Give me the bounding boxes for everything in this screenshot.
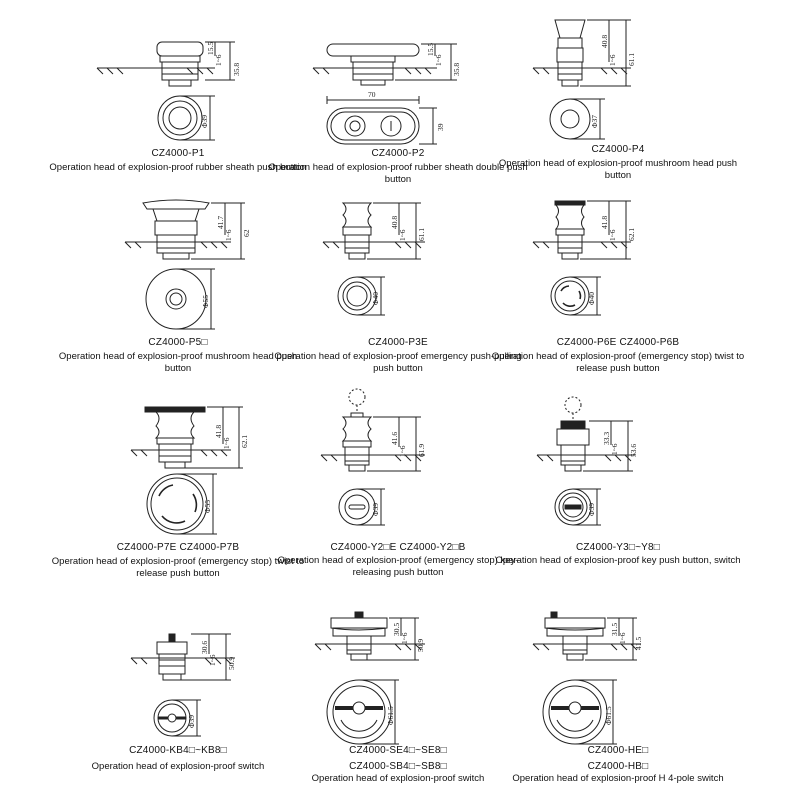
product-description: Operation head of explosion-proof mushroom head push button (498, 158, 738, 181)
dim-h3-p1: 35.8 (232, 62, 241, 76)
product-description: Operation head of explosion-proof key push button, switch (495, 555, 741, 566)
dim-h1-he: 31.5 (610, 622, 619, 636)
dim-h2-p6: 1~6 (608, 229, 617, 241)
product-code: CZ4000-SE4□~SE8□ (349, 745, 447, 756)
product-code: CZ4000-P4 (591, 144, 645, 155)
dim-h3-se: 50.9 (416, 638, 425, 652)
product-description: Operation head of explosion-proof mushroom head push button (58, 351, 298, 374)
product-code: CZ4000-P3E (368, 337, 428, 348)
dim-h2-y3: 1~6 (610, 443, 619, 455)
dim-dia-y3: Φ39 (587, 503, 596, 516)
product-code: CZ4000-P7E CZ4000-P7B (116, 542, 240, 553)
product-code: CZ4000-P5□ (148, 337, 208, 348)
dim-h2-p1: 1~6 (214, 54, 223, 66)
dim-h3-p4: 61.1 (627, 52, 636, 66)
dim-dia-p6: Φ40 (587, 292, 596, 305)
dim-h1-p6: 41.8 (600, 215, 609, 229)
dim-dia-p3e: Φ40 (371, 292, 380, 305)
dim-h3-y3: 53.6 (629, 443, 638, 457)
dim-h1-p2: 15.5 (426, 42, 435, 56)
dim-dia-se: Φ61.5 (386, 706, 395, 725)
dim-h2-he: 1~6 (618, 632, 627, 644)
product-description: Operation head of explosion-proof rubber sheath double push button (268, 162, 528, 185)
product-cell-y3 (485, 385, 751, 585)
dim-h1-y3: 33.3 (602, 431, 611, 445)
dim-dia-y2: Φ39 (371, 503, 380, 516)
product-cell-p4 (485, 10, 751, 210)
dim-h3-p7: 62.1 (240, 434, 249, 448)
product-description: Operation head of explosion-proof rubber sheath push button (49, 162, 307, 173)
dim-h1-se: 30.5 (392, 622, 401, 636)
dim-dia-p7: Φ55 (203, 500, 212, 513)
product-cell-he (485, 600, 751, 800)
dim-h1-p4: 40.8 (600, 34, 609, 48)
dim-d-p2: 39 (436, 123, 445, 131)
product-code: CZ4000-Y2□E CZ4000-Y2□B (330, 542, 466, 553)
dim-h2-kb: 1~6 (208, 654, 217, 666)
dim-dia-p4: Φ37 (590, 115, 599, 128)
dim-h3-y2: 61.9 (417, 443, 426, 457)
dim-h2-se: 1~6 (400, 632, 409, 644)
product-description: Operation head of explosion-proof (emergency stop) twist to release push button (51, 556, 305, 579)
dim-dia-p1: Φ39 (200, 115, 209, 128)
product-description: Operation head of explosion-proof (emergency stop) twist to release push button (491, 351, 745, 374)
dim-h2-p3e: 1~6 (398, 229, 407, 241)
dim-h3-he: 41.5 (634, 636, 643, 650)
product-description: Operation head of explosion-proof emergency push-pulling push button (274, 351, 522, 374)
product-description: Operation head of explosion-proof H 4-pole switch (512, 773, 724, 784)
dim-dia-p5: Φ55 (201, 295, 210, 308)
product-code: CZ4000-P2 (371, 148, 425, 159)
product-description: Operation head of explosion-proof (emergency stop) key-releasing push button (277, 555, 519, 578)
dim-h1-p3e: 40.8 (390, 215, 399, 229)
dim-w-p2: 70 (368, 90, 376, 99)
product-code: CZ4000-P6E CZ4000-P6B (556, 337, 680, 348)
dim-h3-p5: 62 (242, 229, 251, 237)
dim-h1-p1: 15.5 (206, 41, 215, 55)
dim-h3-kb: 50.9 (227, 656, 236, 670)
product-description: Operation head of explosion-proof switch (91, 761, 265, 772)
dim-h1-p5: 41.7 (216, 215, 225, 229)
product-code: CZ4000-SB4□~SB8□ (349, 761, 447, 772)
dim-h2-p4: 1~6 (608, 54, 617, 66)
dim-h2-p2: 1~6 (434, 54, 443, 66)
dim-h2-y2: 1~6 (398, 445, 407, 457)
dim-dia-kb: Φ39 (187, 715, 196, 728)
product-description: Operation head of explosion-proof switch (311, 773, 485, 784)
product-code: CZ4000-HE□ (587, 745, 649, 756)
dim-h1-y2: 41.6 (390, 431, 399, 445)
dim-h1-p7: 41.8 (214, 424, 223, 438)
dim-h2-p7: 1~6 (222, 437, 231, 449)
dim-h1-kb: 30.6 (200, 640, 209, 654)
product-cell-p6 (485, 195, 751, 395)
dim-h2-p5: 1~6 (224, 229, 233, 241)
dim-h3-p3e: 61.1 (417, 227, 426, 241)
product-code: CZ4000-P1 (151, 148, 205, 159)
dim-h3-p6: 62.1 (627, 227, 636, 241)
dim-h3-p2: 35.8 (452, 62, 461, 76)
product-code: CZ4000-Y3□~Y8□ (575, 542, 661, 553)
product-code: CZ4000-KB4□~KB8□ (129, 745, 227, 756)
product-code: CZ4000-HB□ (587, 761, 649, 772)
dim-dia-he: Φ61.5 (604, 706, 613, 725)
